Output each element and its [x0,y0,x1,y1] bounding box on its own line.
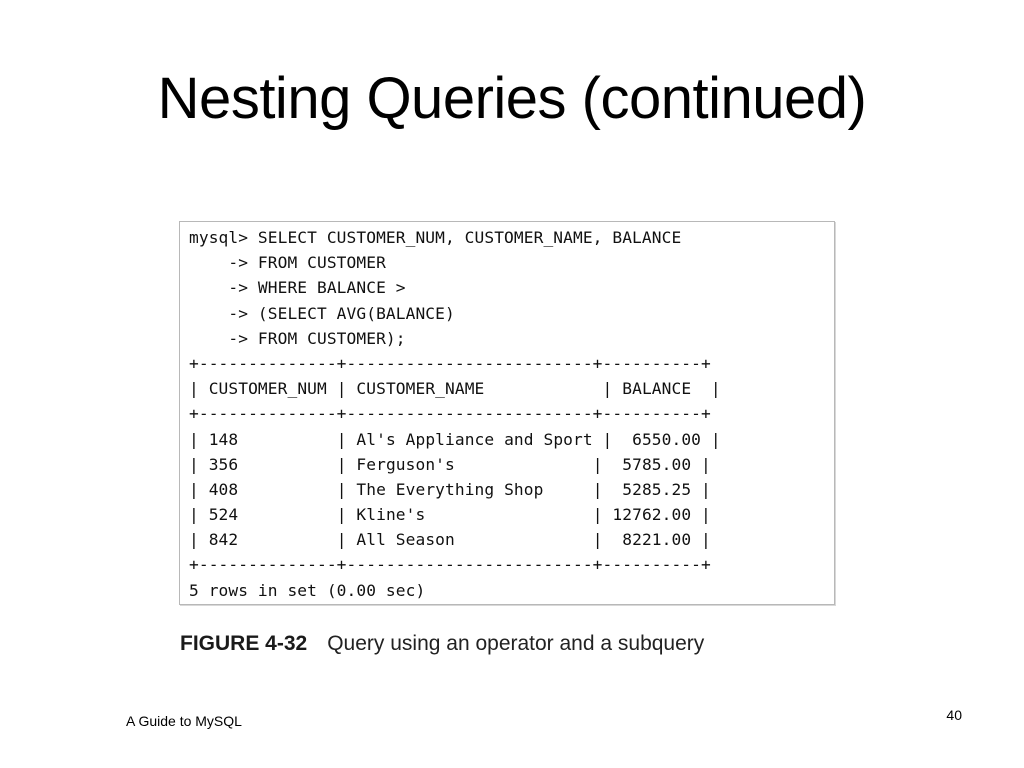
cell-customer-num: 524 [208,505,239,525]
footer-book-title: A Guide to MySQL [126,713,242,729]
figure-caption [180,630,704,658]
table-border-bottom: +--------------+-------------------------+----------+ [189,555,711,575]
query-line: -> FROM CUSTOMER); [189,328,406,348]
header-customer-num: CUSTOMER_NUM [208,379,327,399]
table-border-top: +--------------+-------------------------+----------+ [189,353,711,373]
cell-customer-name: Kline's [356,505,426,525]
cell-customer-num: 408 [208,479,239,499]
header-balance: BALANCE [622,379,692,399]
cell-customer-name: The Everything Shop [356,479,544,499]
query-line: -> (SELECT AVG(BALANCE) [189,303,455,323]
table-border-header: +--------------+-------------------------+----------+ [189,404,711,424]
result-summary: 5 rows in set (0.00 sec) [189,580,426,600]
figure-caption-text: Query using an operator and a subquery [327,632,705,655]
table-header-row: | CUSTOMER_NUM | CUSTOMER_NAME | BALANCE | [189,379,721,399]
query-line: -> WHERE BALANCE > [189,278,406,298]
cell-balance: 5285.25 [622,479,692,499]
table-row: | 524 | Kline's | 12762.00 | [189,505,711,525]
table-row: | 148 | Al's Appliance and Sport | 6550.00 | [189,429,721,449]
cell-balance: 12762.00 [612,505,692,525]
cell-customer-name: All Season [356,530,455,550]
cell-balance: 6550.00 [632,429,702,449]
figure-label: FIGURE 4-32 [180,632,308,655]
cell-balance: 8221.00 [622,530,692,550]
query-line: -> FROM CUSTOMER [189,253,386,273]
table-row: | 842 | All Season | 8221.00 | [189,530,711,550]
slide-page-number: 40 [946,707,962,723]
slide-title: Nesting Queries (continued) [157,66,867,131]
mysql-terminal-output [179,221,835,605]
table-row: | 408 | The Everything Shop | 5285.25 | [189,479,711,499]
cell-customer-name: Ferguson's [356,454,455,474]
query-line: mysql> SELECT CUSTOMER_NUM, CUSTOMER_NAME, BALANCE [189,228,682,247]
cell-customer-num: 356 [208,454,239,474]
cell-customer-num: 148 [208,429,239,449]
cell-customer-name: Al's Appliance and Sport [356,429,593,449]
cell-customer-num: 842 [208,530,239,550]
table-row: | 356 | Ferguson's | 5785.00 | [189,454,711,474]
cell-balance: 5785.00 [622,454,692,474]
header-customer-name: CUSTOMER_NAME [356,379,485,399]
